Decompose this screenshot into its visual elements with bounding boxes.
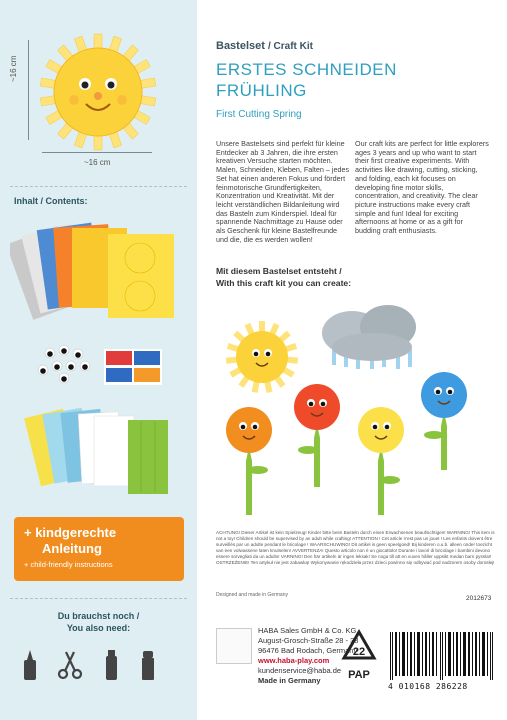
barcode-number: 4 010168 286228 <box>388 682 468 691</box>
barcode <box>388 632 496 680</box>
create-line2: With this craft kit you can create: <box>216 278 352 288</box>
brand-en: / Craft Kit <box>267 41 313 52</box>
company-website[interactable]: www.haba-play.com <box>258 656 330 665</box>
scissors-icon <box>59 652 81 678</box>
recycling-code: PAP <box>348 669 370 681</box>
brand-de: Bastelset <box>216 40 265 52</box>
badge-line3: + child-friendly instructions <box>24 560 113 569</box>
title-line1: ERSTES SCHNEIDEN <box>216 60 397 79</box>
made-in-label: Made in Germany <box>258 676 321 685</box>
title-line2: FRÜHLING <box>216 81 307 100</box>
recycling-number: 22 <box>352 646 366 658</box>
badge-line1: + kindgerechte <box>24 525 117 540</box>
designed-in-label: Designed and made in Germany <box>216 592 288 598</box>
badge-line2: Anleitung <box>42 541 102 556</box>
subtitle: First Cutting Spring <box>216 109 302 120</box>
contents-label: Inhalt / Contents: <box>14 196 88 206</box>
recycling-symbol <box>338 628 380 690</box>
paint-tube-icon <box>106 650 117 680</box>
dimension-horizontal-label: ~16 cm <box>84 158 111 167</box>
tools-icons <box>18 648 183 682</box>
dimension-line-horizontal <box>42 152 152 153</box>
safety-warning: ACHTUNG! Dieser Artikel ist kein Spielzeug! Kinder bitte beim Basteln durch einen Erwachsenen beaufsichtigen! WARNING! This item is not a toy! Children should be supervised by an adult while crafting! ATTENTION ! Cet article n'est pas un jouet ! Les enfants doivent être surveillés par un adulte pendant le bricolage ! WAARSCHUWING! Dit artikel is geen speelgoed! Bij kinderen o.u.b. alleen onder toezicht van een volwassene laten knutselen! AVVERTENZA! Questo articolo non è un giocattolo! Durante i lavori di bricolage i bambini devono essere sorvegliati da un adulto! VARNING! Den här artikeln är ingen leksak! Se noga till att en vuxen håller uppsikt medan barn pysslar! OSTRZEŻENIE! Ten artykuł nie jest zabawką! Wykonywanie rękodzieła przez dzieci powinno się odbywać pod nadzorem osoby dorosłej! <box>216 530 495 565</box>
description-german: Unsere Bastelsets sind perfekt für kleine Entdecker ab 3 Jahren, die ihre ersten kreativen Versuche starten möchten. Malen, Schneiden, Kleben, Falten – jedes Set hat einen anderen Fokus und fördert feinmotorische Grundfertigkeiten, Konzentration und Kreativität. Mit der leicht verständlichen Bildanleitung wird das Basteln zum Kinderspiel. Ideal für spannende Nachmittage zu Hause oder als Geschenk für kleine Bastelfreunde und die, die es werden wollen! <box>216 139 350 244</box>
divider <box>10 186 187 187</box>
you-also-need-label <box>0 610 197 634</box>
manufacturer-logo <box>216 628 252 664</box>
glue-bottle-icon <box>24 650 36 680</box>
left-panel <box>0 0 197 720</box>
create-line1: Mit diesem Bastelset entsteht / <box>216 266 342 276</box>
article-number: 2012673 <box>466 595 492 602</box>
contents-image <box>10 208 190 508</box>
company-city: 96476 Bad Rodach, Germany <box>258 646 358 655</box>
description-english: Our craft kits are perfect for little explorers ages 3 years and up who want to start their first creative experiments. With activities like drawing, cutting, sticking, and folding, each kit focuses on developing fine motor skills, concentration, and creativity. The clear picture instructions make every craft simple and fun! Ideal for exciting afternoons at home or as a gift for budding craft enthusiasts. <box>355 139 489 236</box>
company-street: August-Grosch-Straße 28 - 38 <box>258 636 359 645</box>
sun-example <box>0 0 197 186</box>
result-crafts-image <box>212 295 497 520</box>
glue-stick-icon <box>142 651 154 680</box>
dimension-line-vertical <box>28 40 29 140</box>
create-heading <box>216 265 351 289</box>
company-email[interactable]: kundenservice@haba.de <box>258 666 342 675</box>
need-line1: Du brauchst noch / <box>57 611 140 621</box>
dimension-vertical-label: ~16 cm <box>9 55 18 82</box>
brand-label <box>216 40 313 52</box>
company-name: HABA Sales GmbH & Co. KG <box>258 626 357 635</box>
divider <box>10 598 187 599</box>
need-line2: You also need: <box>66 623 131 633</box>
instructions-badge <box>14 517 184 581</box>
